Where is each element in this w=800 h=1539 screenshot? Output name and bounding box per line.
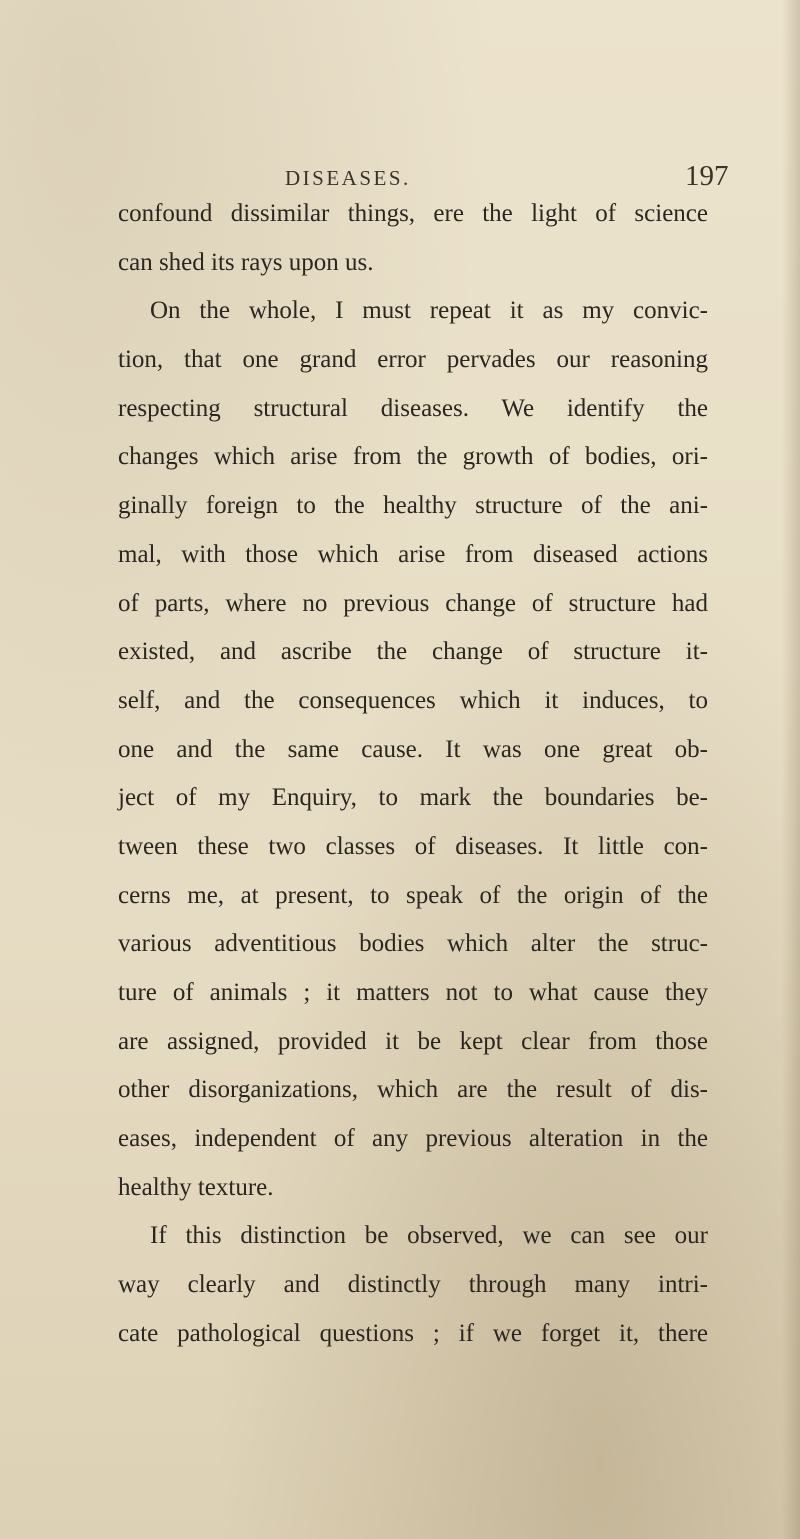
text-line: If this distinction be observed, we can see our bbox=[150, 1222, 708, 1250]
text-line: ture of animals ; it matters not to what cause they bbox=[118, 979, 708, 1006]
text-line: On the whole, I must repeat it as my convic- bbox=[150, 297, 708, 325]
running-title: DISEASES. bbox=[285, 166, 411, 190]
text-line: one and the same cause. It was one great ob- bbox=[118, 735, 708, 763]
text-line: tion, that one grand error pervades our reasoning bbox=[118, 346, 708, 374]
text-line: mal, with those which arise from diseased actions bbox=[118, 540, 708, 568]
text-line: various adventitious bodies which alter the struc- bbox=[118, 930, 708, 958]
text-line: are assigned, provided it be kept clear from those bbox=[118, 1027, 708, 1055]
text-line: cerns me, at present, to speak of the origin of the bbox=[118, 881, 708, 909]
page-number: 197 bbox=[685, 160, 729, 192]
text-line: ginally foreign to the healthy structure of the ani- bbox=[118, 492, 708, 520]
text-line: changes which arise from the growth of bodies, ori- bbox=[118, 443, 708, 471]
text-line: respecting structural diseases. We identify the bbox=[118, 394, 708, 422]
text-line: tween these two classes of diseases. It little con- bbox=[118, 832, 708, 860]
text-line: self, and the consequences which it induces, to bbox=[118, 686, 708, 714]
text-line: of parts, where no previous change of structure had bbox=[118, 589, 708, 617]
text-line: existed, and ascribe the change of structure it- bbox=[118, 638, 708, 666]
text-line: confound dissimilar things, ere the light of science bbox=[118, 200, 708, 227]
text-line: healthy texture. bbox=[118, 1173, 274, 1201]
text-line: way clearly and distinctly through many intri- bbox=[118, 1271, 708, 1299]
text-line: other disorganizations, which are the result of dis- bbox=[118, 1076, 708, 1104]
text-body bbox=[118, 190, 708, 1359]
text-line: can shed its rays upon us. bbox=[118, 248, 374, 276]
text-line: eases, independent of any previous alteration in the bbox=[118, 1125, 708, 1153]
page-edge-shadow bbox=[782, 0, 800, 1539]
text-line: cate pathological questions ; if we forget it, there bbox=[118, 1319, 708, 1347]
text-line: ject of my Enquiry, to mark the boundaries be- bbox=[118, 784, 708, 812]
